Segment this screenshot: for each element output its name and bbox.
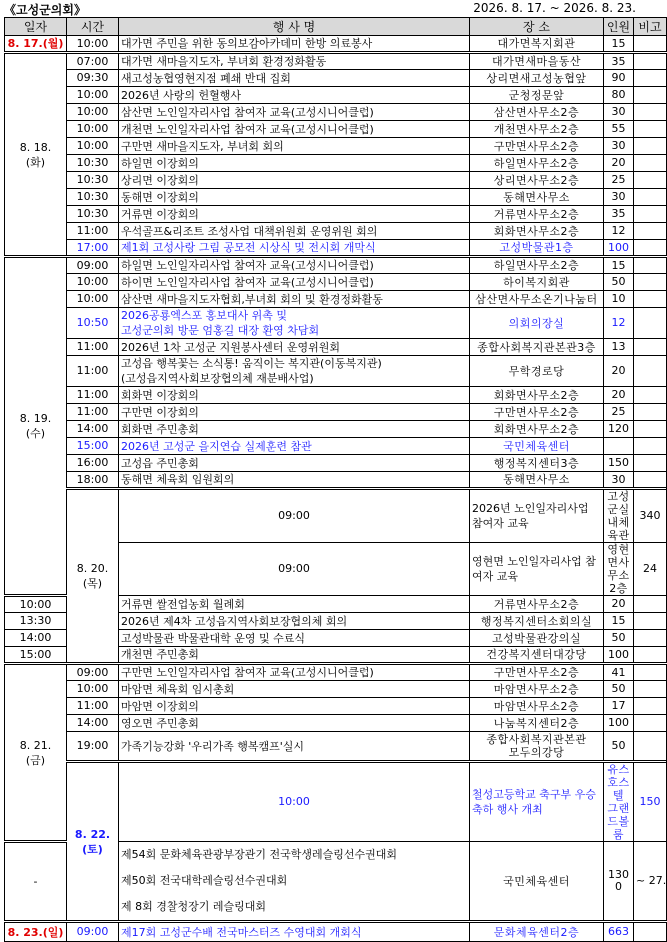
place-cell: 삼산면사무소2층 xyxy=(470,104,604,121)
note-cell xyxy=(634,664,667,681)
note-cell xyxy=(634,387,667,404)
count-cell: 100 xyxy=(604,715,634,732)
table-header-row xyxy=(5,18,667,36)
count-cell: 15 xyxy=(604,257,634,274)
table-row xyxy=(5,356,667,387)
event-cell: 상리면 이장회의 xyxy=(119,172,470,189)
note-cell xyxy=(634,70,667,87)
count-cell: 41 xyxy=(604,664,634,681)
time-cell: 15:00 xyxy=(67,438,119,455)
date-cell: 8. 20. (목) xyxy=(67,489,119,664)
col-header-place: 장 소 xyxy=(470,18,604,36)
place-cell: 개천면사무소2층 xyxy=(470,121,604,138)
time-cell: 09:30 xyxy=(67,70,119,87)
count-cell: 25 xyxy=(604,172,634,189)
time-cell: 13:30 xyxy=(5,613,67,630)
table-row xyxy=(5,138,667,155)
count-cell: 10 xyxy=(604,291,634,308)
event-cell: 하일면 노인일자리사업 참여자 교육(고성시니어클럽) xyxy=(119,257,470,274)
event-cell: 대가면 주민을 위한 동의보감아카데미 한방 의료봉사 xyxy=(119,36,470,53)
event-cell: 회화면 이장회의 xyxy=(119,387,470,404)
event-cell: 고성읍 행복꽃는 소식통! 움직이는 복지관(이동복지관) (고성읍지역사회보장협의체 재분배사업) xyxy=(119,356,470,387)
note-cell xyxy=(634,922,667,942)
time-cell: 09:00 xyxy=(67,257,119,274)
place-cell: 유스호스텔 그랜드볼룸 xyxy=(604,762,634,842)
place-cell: 영현면사무소2층 xyxy=(604,543,634,596)
count-cell: 12 xyxy=(604,223,634,240)
place-cell: 대가면새마을동산 xyxy=(470,53,604,70)
place-cell: 고성군실내체육관 xyxy=(604,489,634,543)
table-row xyxy=(5,664,667,681)
place-cell: 의회의장실 xyxy=(470,308,604,339)
place-cell: 행정복지센터3층 xyxy=(470,455,604,472)
note-cell xyxy=(634,339,667,356)
place-cell: 마암면사무소2층 xyxy=(470,698,604,715)
place-cell: 구만면사무소2층 xyxy=(470,404,604,421)
event-cell: 영현면 노인일자리사업 참여자 교육 xyxy=(470,543,604,596)
table-row xyxy=(5,121,667,138)
place-cell: 상리면새고성농협앞 xyxy=(470,70,604,87)
note-cell xyxy=(634,104,667,121)
event-cell: 고성박물관 박물관대학 운영 및 수료식 xyxy=(119,630,470,647)
note-cell xyxy=(634,138,667,155)
event-cell: 마암면 이장회의 xyxy=(119,698,470,715)
table-row xyxy=(5,732,667,762)
event-cell: 고성읍 주민총회 xyxy=(119,455,470,472)
count-cell: 150 xyxy=(634,762,667,842)
event-cell: 2026년 고성군 을지연습 실제훈련 참관 xyxy=(119,438,470,455)
event-cell: 가족기능강화 '우리가족 행복캠프'실시 xyxy=(119,732,470,762)
table-row xyxy=(5,698,667,715)
table-row xyxy=(5,53,667,70)
table-row xyxy=(5,104,667,121)
count-cell: 17 xyxy=(604,698,634,715)
note-cell xyxy=(634,356,667,387)
note-cell xyxy=(634,596,667,613)
place-cell: 대가면복지회관 xyxy=(470,36,604,53)
time-cell: 09:00 xyxy=(67,922,119,942)
count-cell: 25 xyxy=(604,404,634,421)
time-cell: 10:00 xyxy=(67,291,119,308)
event-cell: 구만면 새마을지도자, 부녀회 회의 xyxy=(119,138,470,155)
table-row xyxy=(5,421,667,438)
count-cell xyxy=(604,438,634,455)
note-cell xyxy=(634,681,667,698)
time-cell: 09:00 xyxy=(119,489,470,543)
date-cell: 8. 22.(토) xyxy=(67,762,119,922)
count-cell: 30 xyxy=(604,189,634,206)
table-row xyxy=(5,70,667,87)
place-cell: 회화면사무소2층 xyxy=(470,421,604,438)
count-cell: 120 xyxy=(604,421,634,438)
count-cell: 50 xyxy=(604,274,634,291)
note-cell xyxy=(634,87,667,104)
count-cell: 20 xyxy=(604,596,634,613)
event-cell: 새고성농협영현지점 폐쇄 반대 집회 xyxy=(119,70,470,87)
place-cell: 종합사회복지관본관3층 xyxy=(470,339,604,356)
date-cell: 8. 23.(일) xyxy=(5,922,67,942)
count-cell: 80 xyxy=(604,87,634,104)
place-cell: 고성박물관강의실 xyxy=(470,630,604,647)
event-cell: 거류면 쌀전업농회 월례회 xyxy=(119,596,470,613)
event-line: 제54회 문화체육관광부장관기 전국학생레슬링선수권대회 xyxy=(121,848,398,861)
place-cell: 동해면사무소 xyxy=(470,472,604,489)
place-cell: 구만면사무소2층 xyxy=(470,138,604,155)
table-row xyxy=(5,308,667,339)
time-cell: 17:00 xyxy=(67,240,119,257)
note-cell xyxy=(634,630,667,647)
note-cell xyxy=(634,404,667,421)
place-cell: 무학경로당 xyxy=(470,356,604,387)
event-cell: 2026년 제4차 고성읍지역사회보장협의체 회의 xyxy=(119,613,470,630)
event-cell: 제1회 고성사랑 그림 공모전 시상식 및 전시회 개막식 xyxy=(119,240,470,257)
time-cell: 10:00 xyxy=(67,36,119,53)
time-cell: 10:30 xyxy=(67,206,119,223)
document-title: 《고성군의회》 xyxy=(4,3,86,17)
time-cell: 18:00 xyxy=(67,472,119,489)
table-row xyxy=(5,922,667,942)
place-cell: 건강복지센터대강당 xyxy=(470,647,604,664)
table-row xyxy=(5,274,667,291)
place-cell: 삼산면사무소온기나눔터 xyxy=(470,291,604,308)
place-cell: 거류면사무소2층 xyxy=(470,206,604,223)
place-cell: 국민체육센터 xyxy=(470,842,604,922)
note-cell xyxy=(634,36,667,53)
time-cell: 10:30 xyxy=(67,155,119,172)
time-cell: 11:00 xyxy=(67,356,119,387)
time-cell: 10:00 xyxy=(67,104,119,121)
place-cell: 고성박물관1층 xyxy=(470,240,604,257)
event-cell: 구만면 노인일자리사업 참여자 교육(고성시니어클럽) xyxy=(119,664,470,681)
count-cell: 50 xyxy=(604,732,634,762)
count-cell: 15 xyxy=(604,36,634,53)
note-cell xyxy=(634,698,667,715)
event-cell: 개천면 주민총회 xyxy=(119,647,470,664)
count-cell: 55 xyxy=(604,121,634,138)
page-header xyxy=(0,0,640,17)
time-cell: - xyxy=(5,842,67,922)
event-cell: 개천면 노인일자리사업 참여자 교육(고성시니어클럽) xyxy=(119,121,470,138)
date-cell: 8. 19. (수) xyxy=(5,257,67,596)
place-cell: 마암면사무소2층 xyxy=(470,681,604,698)
schedule-table xyxy=(4,17,667,942)
event-cell: 2026년 1차 고성군 지원봉사센터 운영위원회 xyxy=(119,339,470,356)
count-cell: 100 xyxy=(604,647,634,664)
note-cell xyxy=(634,647,667,664)
table-row xyxy=(5,387,667,404)
time-cell: 16:00 xyxy=(67,455,119,472)
event-cell: 거류면 이장회의 xyxy=(119,206,470,223)
time-cell: 10:50 xyxy=(67,308,119,339)
schedule-period: 2026. 8. 17. ~ 2026. 8. 23. xyxy=(473,1,636,15)
event-line: 제 8회 경찰청장기 레슬링대회 xyxy=(121,900,266,913)
note-cell xyxy=(634,172,667,189)
table-row xyxy=(5,438,667,455)
count-cell: 30 xyxy=(604,138,634,155)
event-cell: 회화면 주민총회 xyxy=(119,421,470,438)
table-row xyxy=(5,223,667,240)
date-cell: 8. 18. (화) xyxy=(5,53,67,257)
time-cell: 10:00 xyxy=(67,87,119,104)
time-cell: 14:00 xyxy=(5,630,67,647)
note-cell xyxy=(634,455,667,472)
count-cell: 50 xyxy=(604,630,634,647)
time-cell: 11:00 xyxy=(67,223,119,240)
time-cell: 15:00 xyxy=(5,647,67,664)
date-cell: 8. 21. (금) xyxy=(5,664,67,842)
time-cell: 11:00 xyxy=(67,339,119,356)
time-cell: 10:00 xyxy=(67,121,119,138)
place-cell: 군청정문앞 xyxy=(470,87,604,104)
place-cell: 국민체육센터 xyxy=(470,438,604,455)
count-cell: 24 xyxy=(634,543,667,596)
count-cell: 12 xyxy=(604,308,634,339)
place-cell: 하이복지회관 xyxy=(470,274,604,291)
place-cell: 회화면사무소2층 xyxy=(470,223,604,240)
event-cell: 마암면 체육회 임시총회 xyxy=(119,681,470,698)
note-cell xyxy=(634,155,667,172)
event-cell: 제17회 고성군수배 전국마스터즈 수영대회 개회식 xyxy=(119,922,470,942)
event-cell: 구만면 이장회의 xyxy=(119,404,470,421)
table-row xyxy=(5,206,667,223)
count-cell: 20 xyxy=(604,356,634,387)
count-cell: 15 xyxy=(604,613,634,630)
time-cell: 09:00 xyxy=(67,664,119,681)
note-cell xyxy=(634,121,667,138)
count-cell: 100 xyxy=(604,240,634,257)
note-cell xyxy=(634,732,667,762)
event-cell: 우석골프&리조트 조성사업 대책위원회 운영위원 회의 xyxy=(119,223,470,240)
note-cell xyxy=(634,53,667,70)
count-cell: 20 xyxy=(604,387,634,404)
note-cell xyxy=(634,472,667,489)
time-cell: 14:00 xyxy=(67,715,119,732)
note-cell xyxy=(634,613,667,630)
event-line: 제50회 전국대학레슬링선수권대회 xyxy=(121,874,288,887)
col-header-time: 시간 xyxy=(67,18,119,36)
table-row xyxy=(5,681,667,698)
time-cell: 07:00 xyxy=(67,53,119,70)
note-cell xyxy=(634,189,667,206)
table-row xyxy=(5,404,667,421)
table-row xyxy=(5,257,667,274)
time-cell: 11:00 xyxy=(67,387,119,404)
time-cell: 19:00 xyxy=(67,732,119,762)
place-cell: 문화체육센터2층 xyxy=(470,922,604,942)
note-cell xyxy=(634,257,667,274)
count-cell: 50 xyxy=(604,681,634,698)
time-cell: 10:00 xyxy=(67,681,119,698)
event-cell: 하일면 이장회의 xyxy=(119,155,470,172)
table-row xyxy=(5,87,667,104)
time-cell: 10:00 xyxy=(119,762,470,842)
place-cell: 나눔복지센터2층 xyxy=(470,715,604,732)
event-cell: 삼산면 노인일자리사업 참여자 교육(고성시니어클럽) xyxy=(119,104,470,121)
note-cell xyxy=(634,715,667,732)
col-header-date: 일자 xyxy=(5,18,67,36)
time-cell: 10:00 xyxy=(67,274,119,291)
count-cell: 90 xyxy=(604,70,634,87)
table-row xyxy=(5,291,667,308)
table-row xyxy=(5,489,667,543)
count-cell: 130 0 xyxy=(604,842,634,922)
place-cell: 동해면사무소 xyxy=(470,189,604,206)
event-cell xyxy=(119,842,470,922)
count-cell: 20 xyxy=(604,155,634,172)
time-cell: 10:30 xyxy=(67,189,119,206)
place-cell: 하일면사무소2층 xyxy=(470,155,604,172)
place-cell: 상리면사무소2층 xyxy=(470,172,604,189)
count-cell: 150 xyxy=(604,455,634,472)
table-row xyxy=(5,240,667,257)
time-cell: 10:00 xyxy=(5,596,67,613)
place-cell: 하일면사무소2층 xyxy=(470,257,604,274)
note-cell xyxy=(634,274,667,291)
table-row xyxy=(5,339,667,356)
date-cell: 8. 17.(월) xyxy=(5,36,67,53)
count-cell: 663 xyxy=(604,922,634,942)
place-cell: 종합사회복지관본관 모두의강당 xyxy=(470,732,604,762)
event-cell: 영오면 주민총회 xyxy=(119,715,470,732)
event-cell: 대가면 새마을지도자, 부녀회 환경정화활동 xyxy=(119,53,470,70)
note-cell xyxy=(634,308,667,339)
note-cell xyxy=(634,240,667,257)
schedule-body xyxy=(5,36,667,942)
time-cell: 10:30 xyxy=(67,172,119,189)
note-cell xyxy=(634,421,667,438)
count-cell: 35 xyxy=(604,53,634,70)
time-cell: 14:00 xyxy=(67,421,119,438)
col-header-note: 비고 xyxy=(634,18,667,36)
count-cell: 13 xyxy=(604,339,634,356)
event-cell: 2026공룡엑스포 홍보대사 위촉 및 고성군의회 방문 엄홍길 대장 환영 차담회 xyxy=(119,308,470,339)
count-cell: 340 xyxy=(634,489,667,543)
place-cell: 구만면사무소2층 xyxy=(470,664,604,681)
count-cell: 30 xyxy=(604,472,634,489)
event-cell: 하이면 노인일자리사업 참여자 교육(고성시니어클럽) xyxy=(119,274,470,291)
note-cell xyxy=(634,223,667,240)
event-cell: 동해면 체육회 임원회의 xyxy=(119,472,470,489)
note-cell: ~ 27. xyxy=(634,842,667,922)
event-cell: 2026년 노인일자리사업 참여자 교육 xyxy=(470,489,604,543)
event-cell: 삼산면 새마을지도자협회,부녀회 회의 및 환경정화활동 xyxy=(119,291,470,308)
note-cell xyxy=(634,206,667,223)
table-row xyxy=(5,762,667,842)
col-header-event: 행 사 명 xyxy=(119,18,470,36)
event-cell: 2026년 사랑의 헌혈행사 xyxy=(119,87,470,104)
table-row xyxy=(5,455,667,472)
time-cell: 09:00 xyxy=(119,543,470,596)
count-cell: 30 xyxy=(604,104,634,121)
event-cell: 동해면 이장회의 xyxy=(119,189,470,206)
event-cell: 철성고등학교 축구부 우승 축하 행사 개최 xyxy=(470,762,604,842)
table-row xyxy=(5,189,667,206)
note-cell xyxy=(634,291,667,308)
place-cell: 거류면사무소2층 xyxy=(470,596,604,613)
place-cell: 회화면사무소2층 xyxy=(470,387,604,404)
place-cell: 행정복지센터소회의실 xyxy=(470,613,604,630)
table-row xyxy=(5,36,667,53)
time-cell: 11:00 xyxy=(67,404,119,421)
table-row xyxy=(5,172,667,189)
time-cell: 11:00 xyxy=(67,698,119,715)
col-header-count: 인원 xyxy=(604,18,634,36)
table-row xyxy=(5,472,667,489)
time-cell: 10:00 xyxy=(67,138,119,155)
table-row xyxy=(5,715,667,732)
note-cell xyxy=(634,438,667,455)
count-cell: 35 xyxy=(604,206,634,223)
table-row xyxy=(5,155,667,172)
